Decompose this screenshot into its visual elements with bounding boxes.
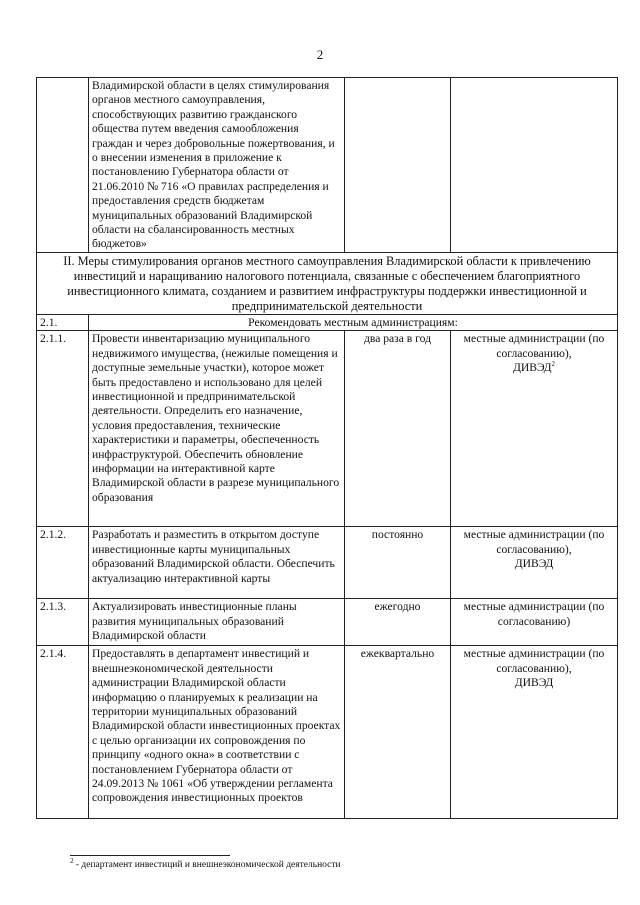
footnote <box>70 856 341 870</box>
row-responsible <box>451 646 618 819</box>
row-num: 2.1.2. <box>37 527 89 599</box>
footnote-divider <box>70 855 230 856</box>
section-title: II. Меры стимулирования органов местного самоуправления Владимирской области к привлечению инвестиций и наращиванию налогового потенциала, связанные с обеспечением благоприятного инвестиционного климата, созданием и развитием инфраструктуры поддержки инвестиционной и предпринимательской деятельности <box>37 252 618 314</box>
footnote-ref: 2 <box>551 360 556 369</box>
row-num: 2.1.3. <box>37 599 89 646</box>
intro-resp-cell <box>451 78 618 253</box>
page-number: 2 <box>316 47 324 62</box>
section-row <box>37 252 618 314</box>
table-row <box>37 527 618 599</box>
row-text: Актуализировать инвестиционные планы развития муниципальных образований Владимирской области <box>89 599 345 646</box>
row-num: 2.1.4. <box>37 646 89 819</box>
measures-table <box>36 77 618 819</box>
intro-term-cell <box>345 78 451 253</box>
resp-main: местные администрации (по согласованию), <box>463 647 605 675</box>
row-text: Предоставлять в департамент инвестиций и внешнеэкономической деятельности администрации Владимирской области информацию о планируемых к реализации на территории муниципальных образований Владимирской области инвестиционных проектах с целью организации их сопровождения по принципу «одного окна» в соответствии с постановлением Губернатора области от 24.09.2013 № 1061 «Об утверждении регламента сопровождения инвестиционных проектов <box>89 646 345 819</box>
row-term: два раза в год <box>345 331 451 527</box>
intro-num-cell <box>37 78 89 253</box>
row-term: постоянно <box>345 527 451 599</box>
resp-extra: ДИВЭД <box>514 557 554 571</box>
table-row <box>37 599 618 646</box>
row-responsible <box>451 599 618 646</box>
intro-text-cell: Владимирской области в целях стимулирования органов местного самоуправления, способствующих развитию гражданского общества путем введения самообложения граждан и через добровольные пожертвования, и о внесении изменения в приложение к постановлению Губернатора области от 21.06.2010 № 716 «О правилах распределения и предоставления средств бюджетам муниципальных образований Владимирской области на сбалансированность местных бюджетов» <box>89 78 345 253</box>
resp-main: местные администрации (по согласованию), <box>463 528 605 556</box>
resp-extra: ДИВЭД <box>514 676 554 690</box>
row-term: ежегодно <box>345 599 451 646</box>
resp-main: местные администрации (по согласованию), <box>463 332 605 360</box>
subheading-row <box>37 314 618 330</box>
resp-extra: ДИВЭД <box>512 361 552 375</box>
row-responsible <box>451 331 618 527</box>
intro-row <box>37 78 618 253</box>
table-row <box>37 331 618 527</box>
row-term: ежеквартально <box>345 646 451 819</box>
footnote-mark: 2 <box>70 856 74 865</box>
row-num: 2.1.1. <box>37 331 89 527</box>
row-text: Разработать и разместить в открытом доступе инвестиционные карты муниципальных образований Владимирской области. Обеспечить актуализацию интерактивной карты <box>89 527 345 599</box>
table-row <box>37 646 618 819</box>
subheading-num: 2.1. <box>37 314 89 330</box>
row-responsible <box>451 527 618 599</box>
row-text: Провести инвентаризацию муниципального недвижимого имущества, (нежилые помещения и доступные земельные участки), которое может быть предоставлено и использовано для целей инвестиционной и предпринимательской деятельности. Определить его назначение, условия предоставления, технические характеристики и параметры, обеспеченность инфраструктурой. Обеспечить обновление информации на интерактивной карте Владимирской области в разрезе муниципального образования <box>89 331 345 527</box>
footnote-text: - департамент инвестиций и внешнеэкономической деятельности <box>73 860 341 870</box>
subheading-text: Рекомендовать местным администрациям: <box>89 314 618 330</box>
resp-main: местные администрации (по согласованию) <box>463 600 605 628</box>
